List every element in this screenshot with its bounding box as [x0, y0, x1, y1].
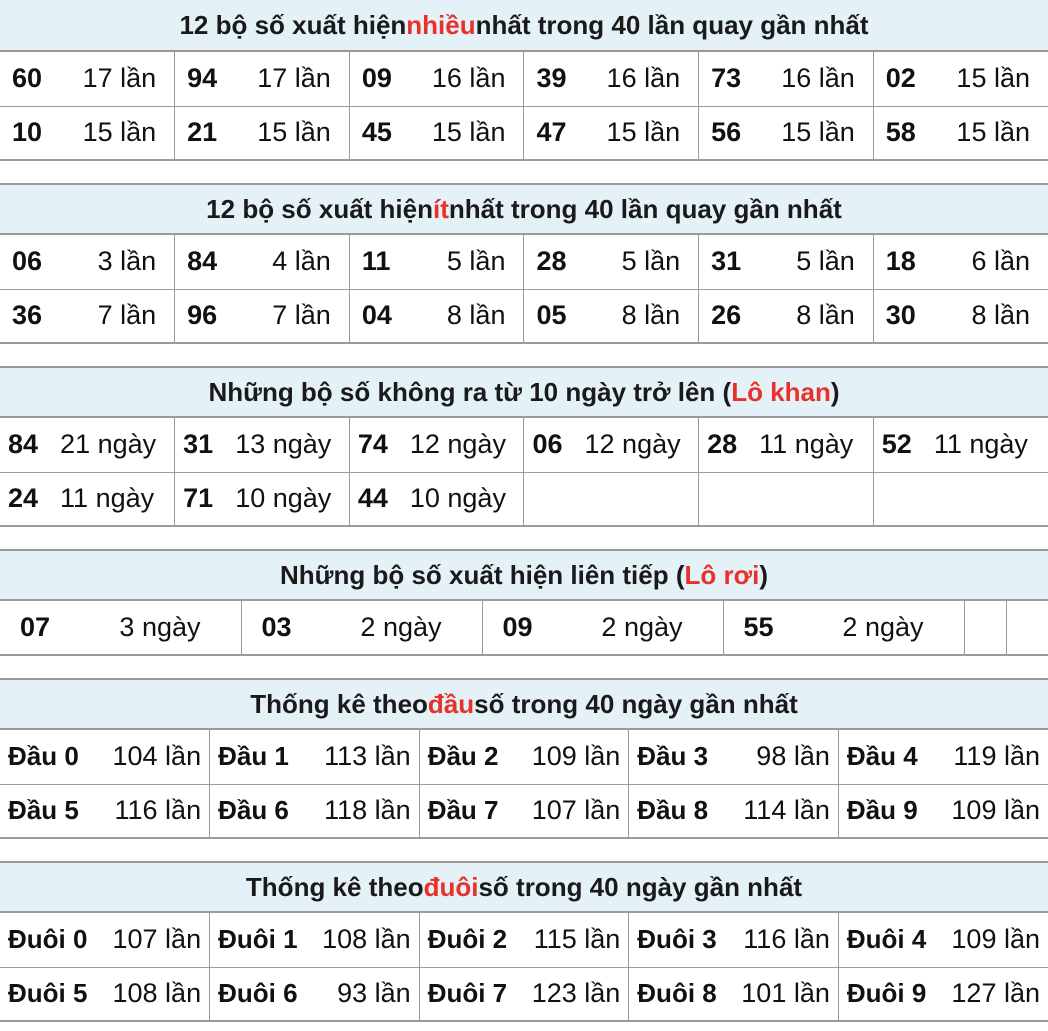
lo-roi-section: [0, 549, 1048, 656]
count-value: 17 lần: [82, 63, 157, 94]
count-value: 118 lần: [324, 795, 411, 826]
stat-cell: [699, 52, 874, 106]
stat-cell: [241, 601, 482, 655]
number-label: 96: [187, 300, 218, 331]
count-value: 3 ngày: [119, 612, 201, 642]
count-value: 7 lần: [97, 300, 157, 331]
count-value: 108 lần: [112, 978, 202, 1009]
stat-cell: [175, 472, 350, 526]
stat-cell: [210, 913, 420, 967]
number-label: Đầu 4: [846, 741, 918, 772]
count-value: 115 lần: [533, 924, 621, 955]
number-label: 58: [885, 117, 916, 148]
stat-cell: [699, 289, 874, 343]
count-value: 5 lần: [796, 246, 855, 277]
number-label: 10: [12, 117, 43, 148]
lo-khan-table: [0, 418, 1048, 527]
count-value: 114 lần: [743, 795, 830, 826]
most-frequent-section: [0, 0, 1048, 161]
number-label: 03: [261, 612, 292, 642]
number-label: 47: [536, 117, 567, 148]
count-value: 116 lần: [743, 924, 830, 955]
table-row: [0, 730, 1048, 784]
count-value: 15 lần: [956, 63, 1030, 94]
stat-cell: [0, 106, 175, 160]
table-row: [0, 784, 1048, 838]
count-value: 2 ngày: [842, 612, 924, 642]
stat-cell: [838, 967, 1048, 1021]
least-frequent-title: 12 bộ số xuất hiện ít nhất trong 40 lần quay gần nhất: [0, 183, 1048, 235]
count-value: 4 lần: [272, 246, 331, 277]
number-label: 04: [361, 300, 392, 331]
count-value: 8 lần: [621, 300, 681, 331]
stat-cell: [524, 418, 699, 472]
number-label: Đuôi 3: [637, 924, 717, 955]
count-value: 10 ngày: [409, 483, 506, 514]
number-label: Đuôi 8: [637, 978, 717, 1009]
number-label: 84: [8, 429, 39, 460]
count-value: 16 lần: [431, 63, 506, 94]
number-label: Đuôi 9: [846, 978, 927, 1009]
lo-roi-table: [0, 601, 1048, 656]
number-label: 36: [12, 300, 43, 331]
stat-cell: [175, 52, 350, 106]
stat-cell: [349, 106, 524, 160]
count-value: 6 lần: [971, 246, 1030, 277]
count-value: 107 lần: [531, 795, 621, 826]
stat-cell: [873, 106, 1048, 160]
number-label: Đuôi 2: [427, 924, 508, 955]
count-value: 12 ngày: [409, 429, 506, 460]
stat-cell: [629, 913, 839, 967]
number-label: Đầu 3: [637, 741, 709, 772]
number-label: Đuôi 4: [846, 924, 927, 955]
stat-cell: [175, 418, 350, 472]
count-value: 16 lần: [606, 63, 681, 94]
stat-cell: [838, 730, 1048, 784]
count-value: 2 ngày: [360, 612, 442, 642]
stat-cell: [0, 472, 175, 526]
count-value: 12 ngày: [584, 429, 681, 460]
number-label: 44: [357, 483, 388, 514]
number-label: 06: [532, 429, 563, 460]
stat-cell: [419, 730, 629, 784]
stat-cell: [210, 730, 420, 784]
count-value: 107 lần: [112, 924, 202, 955]
number-label: 28: [536, 246, 567, 277]
stat-cell: [699, 235, 874, 289]
dau-stats-section: [0, 678, 1048, 839]
stat-cell: [419, 967, 629, 1021]
number-label: Đuôi 6: [218, 978, 298, 1009]
table-row: [0, 601, 1048, 655]
stat-cell: [0, 289, 175, 343]
number-label: Đầu 2: [427, 741, 499, 772]
number-label: 18: [885, 246, 916, 277]
count-value: 15 lần: [781, 117, 855, 148]
table-row: [0, 913, 1048, 967]
stat-cell: [349, 289, 524, 343]
number-label: Đuôi 5: [8, 978, 88, 1009]
stat-cell: [699, 418, 874, 472]
most-frequent-title: 12 bộ số xuất hiện nhiều nhất trong 40 lần quay gần nhất: [0, 0, 1048, 52]
stat-cell: [349, 418, 524, 472]
stat-cell: [838, 913, 1048, 967]
number-label: 09: [361, 63, 392, 94]
number-label: 30: [885, 300, 916, 331]
stat-cell: [349, 235, 524, 289]
least-frequent-section: [0, 183, 1048, 344]
stat-cell: [0, 52, 175, 106]
count-value: 108 lần: [322, 924, 411, 955]
stat-cell: [838, 784, 1048, 838]
stat-cell: [0, 601, 241, 655]
count-value: 127 lần: [951, 978, 1040, 1009]
number-label: 26: [711, 300, 742, 331]
stat-cell: [524, 472, 699, 526]
number-label: 60: [12, 63, 43, 94]
stat-cell: [873, 289, 1048, 343]
number-label: 31: [711, 246, 742, 277]
number-label: Đuôi 7: [427, 978, 508, 1009]
number-label: 74: [357, 429, 388, 460]
count-value: 2 ngày: [601, 612, 683, 642]
table-row: [0, 472, 1048, 526]
stat-cell: [419, 784, 629, 838]
stat-cell: [0, 235, 175, 289]
count-value: 10 ngày: [235, 483, 332, 514]
number-label: 52: [881, 429, 912, 460]
count-value: 3 lần: [97, 246, 157, 277]
stat-cell: [629, 967, 839, 1021]
table-row: [0, 289, 1048, 343]
stat-cell: [0, 913, 210, 967]
stat-cell: [0, 418, 175, 472]
stat-cell: [629, 730, 839, 784]
stat-cell: [210, 784, 420, 838]
stat-cell: [210, 967, 420, 1021]
table-row: [0, 967, 1048, 1021]
stat-cell: [349, 472, 524, 526]
stat-cell: [0, 730, 210, 784]
count-value: 13 ngày: [235, 429, 332, 460]
number-label: Đầu 0: [8, 741, 79, 772]
duoi-stats-section: [0, 861, 1048, 1022]
lo-khan-section: [0, 366, 1048, 527]
number-label: Đầu 1: [218, 741, 289, 772]
number-label: 06: [12, 246, 43, 277]
number-label: Đầu 6: [218, 795, 289, 826]
count-value: 113 lần: [324, 741, 411, 772]
duoi-stats-title: Thống kê theo đuôi số trong 40 ngày gần nhất: [0, 861, 1048, 913]
stat-cell: [699, 106, 874, 160]
stat-cell: [524, 235, 699, 289]
count-value: 109 lần: [951, 924, 1040, 955]
number-label: 28: [707, 429, 738, 460]
count-value: 15 lần: [606, 117, 681, 148]
count-value: 119 lần: [953, 741, 1040, 772]
count-value: 5 lần: [446, 246, 506, 277]
number-label: 73: [711, 63, 742, 94]
count-value: 15 lần: [956, 117, 1030, 148]
count-value: 11 ngày: [60, 483, 155, 514]
number-label: 11: [361, 246, 391, 277]
empty-cell: [964, 601, 1006, 655]
number-label: Đầu 8: [637, 795, 709, 826]
stat-cell: [699, 472, 874, 526]
number-label: Đuôi 1: [218, 924, 298, 955]
count-value: 21 ngày: [60, 429, 157, 460]
count-value: 116 lần: [114, 795, 202, 826]
most-frequent-table: [0, 52, 1048, 161]
count-value: 15 lần: [257, 117, 331, 148]
number-label: 05: [536, 300, 567, 331]
number-label: 45: [361, 117, 392, 148]
stat-cell: [175, 106, 350, 160]
count-value: 93 lần: [337, 978, 411, 1009]
empty-cell: [1006, 601, 1048, 655]
stat-cell: [524, 289, 699, 343]
stat-cell: [873, 52, 1048, 106]
number-label: Đầu 5: [8, 795, 79, 826]
stat-cell: [0, 784, 210, 838]
stat-cell: [524, 52, 699, 106]
number-label: 09: [502, 612, 533, 642]
number-label: 84: [187, 246, 218, 277]
number-label: Đầu 9: [846, 795, 918, 826]
number-label: 39: [536, 63, 567, 94]
stat-cell: [723, 601, 964, 655]
count-value: 16 lần: [781, 63, 855, 94]
dau-stats-table: [0, 730, 1048, 839]
number-label: 31: [183, 429, 214, 460]
stat-cell: [175, 235, 350, 289]
stat-cell: [175, 289, 350, 343]
count-value: 123 lần: [531, 978, 621, 1009]
number-label: 21: [187, 117, 218, 148]
stat-cell: [524, 106, 699, 160]
count-value: 109 lần: [951, 795, 1040, 826]
duoi-stats-table: [0, 913, 1048, 1022]
dau-stats-title: Thống kê theo đầu số trong 40 ngày gần nhất: [0, 678, 1048, 730]
stat-cell: [873, 472, 1048, 526]
number-label: 24: [8, 483, 39, 514]
stat-cell: [629, 784, 839, 838]
number-label: 56: [711, 117, 742, 148]
count-value: 11 ngày: [759, 429, 854, 460]
count-value: 8 lần: [446, 300, 506, 331]
number-label: 94: [187, 63, 218, 94]
lo-khan-title: Những bộ số không ra từ 10 ngày trở lên ( Lô khan ): [0, 366, 1048, 418]
stat-cell: [873, 418, 1048, 472]
least-frequent-table: [0, 235, 1048, 344]
number-label: Đuôi 0: [8, 924, 88, 955]
stat-cell: [349, 52, 524, 106]
count-value: 8 lần: [971, 300, 1030, 331]
number-label: 71: [183, 483, 214, 514]
number-label: 07: [20, 612, 51, 642]
count-value: 101 lần: [741, 978, 830, 1009]
stat-cell: [419, 913, 629, 967]
table-row: [0, 52, 1048, 106]
count-value: 7 lần: [272, 300, 331, 331]
count-value: 15 lần: [82, 117, 157, 148]
table-row: [0, 106, 1048, 160]
stat-cell: [873, 235, 1048, 289]
number-label: Đầu 7: [427, 795, 499, 826]
count-value: 104 lần: [112, 741, 202, 772]
count-value: 11 ngày: [933, 429, 1028, 460]
count-value: 17 lần: [257, 63, 331, 94]
lo-roi-title: Những bộ số xuất hiện liên tiếp ( Lô rơi ): [0, 549, 1048, 601]
stat-cell: [0, 967, 210, 1021]
table-row: [0, 418, 1048, 472]
count-value: 109 lần: [531, 741, 621, 772]
number-label: 55: [743, 612, 774, 642]
table-row: [0, 235, 1048, 289]
count-value: 98 lần: [756, 741, 830, 772]
count-value: 15 lần: [431, 117, 506, 148]
count-value: 5 lần: [621, 246, 681, 277]
stat-cell: [482, 601, 723, 655]
number-label: 02: [885, 63, 916, 94]
count-value: 8 lần: [796, 300, 855, 331]
